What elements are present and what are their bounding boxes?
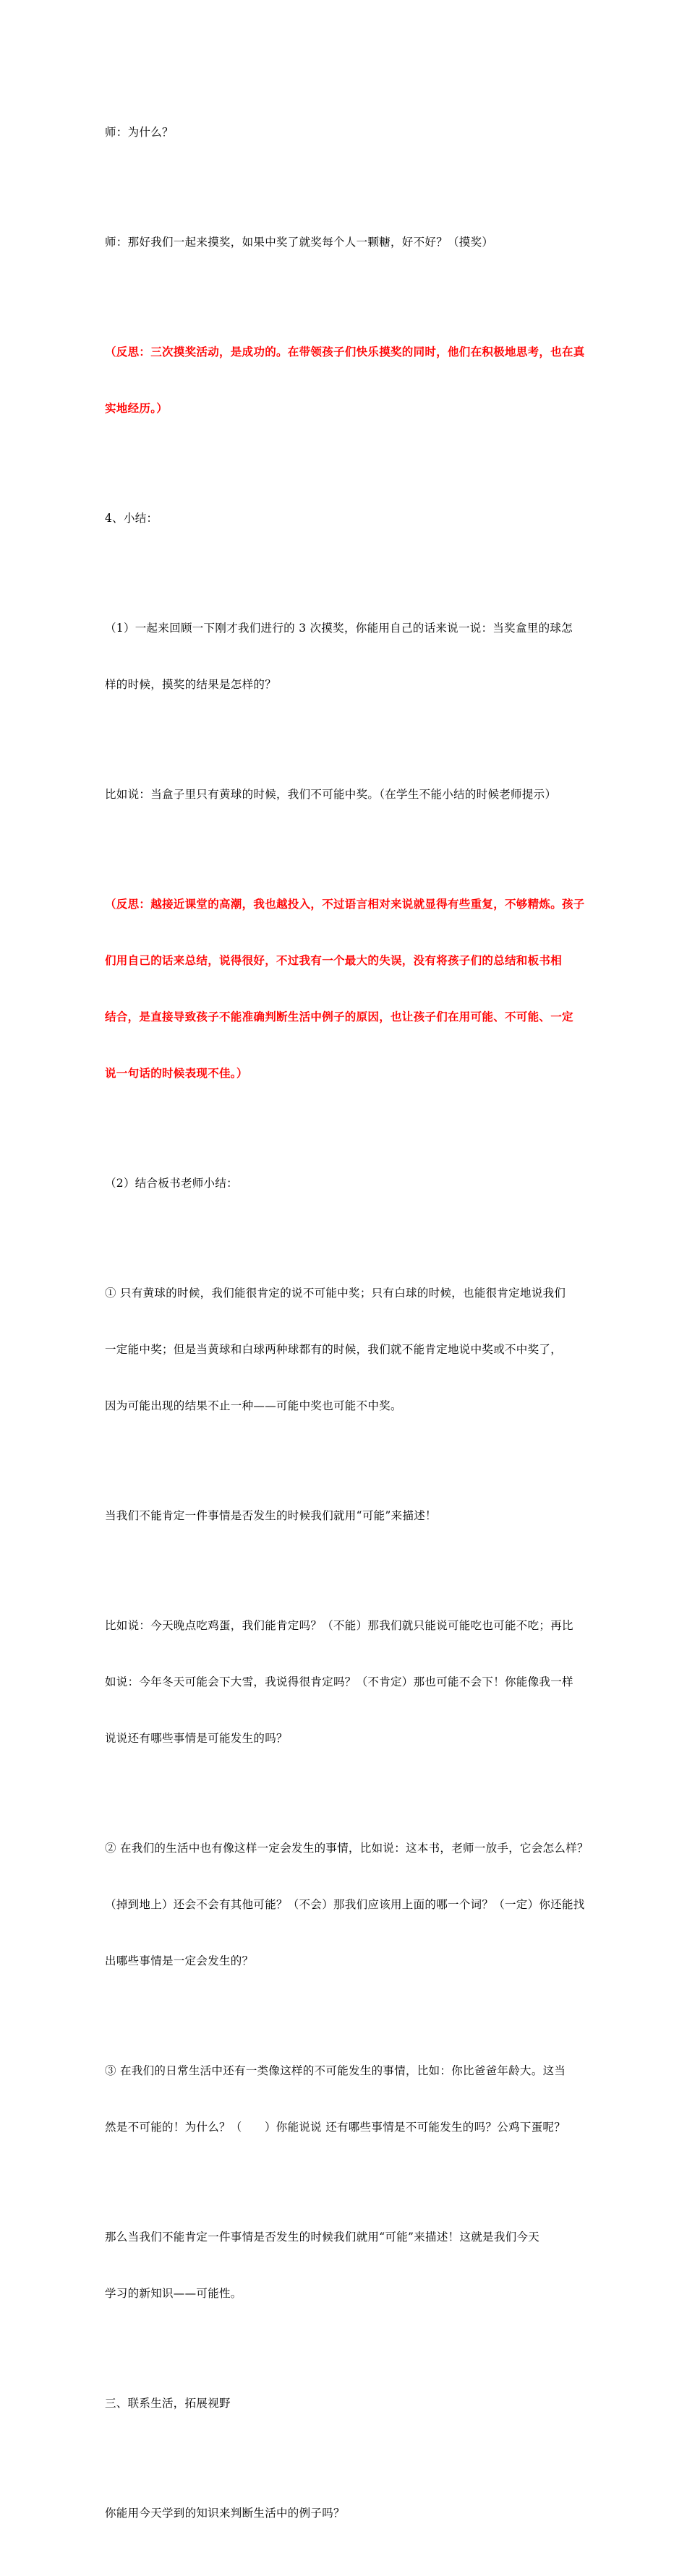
text-line: 学习的新知识——可能性。	[105, 2287, 242, 2300]
paragraph	[105, 85, 597, 179]
section-heading	[105, 2356, 597, 2450]
paragraph	[105, 2466, 597, 2560]
text-line: 实地经历。）	[105, 401, 168, 415]
paragraph	[105, 1136, 597, 1230]
text-line: （1）一起来回顾一下刚才我们进行的 3 次摸奖，你能用自己的话来说一说：当奖盒里的球怎	[105, 622, 573, 635]
document-page	[105, 85, 597, 2576]
text-line: 三、联系生活，拓展视野	[105, 2397, 231, 2410]
text-line: 你能用今天学到的知识来判断生活中的例子吗？	[105, 2507, 345, 2520]
paragraph	[105, 2024, 597, 2174]
text-line: 4、小结：	[105, 512, 158, 525]
paragraph	[105, 195, 597, 289]
text-line: 比如说：当盒子里只有黄球的时候，我们不可能中奖。（在学生不能小结的时候老师提示）	[105, 788, 557, 801]
paragraph	[105, 747, 597, 841]
text-line: 当我们不能肯定一件事情是否发生的时候我们就用“可能”来描述！	[105, 1509, 437, 1522]
reflection-note	[105, 305, 597, 455]
text-line: 们用自己的话来总结，说得很好，不过我有一个最大的失误，没有将孩子们的总结和板书相	[105, 953, 563, 967]
text-line: 师：为什么？	[105, 126, 174, 139]
text-line: （反思：越接近课堂的高潮，我也越投入，不过语言相对来说就显得有些重复，不够精炼。孩子	[105, 897, 585, 911]
section-subheading	[105, 471, 597, 565]
text-line: 比如说：今天晚点吃鸡蛋，我们能肯定吗？（不能）那我们就只能说可能吃也可能不吃；再比	[105, 1619, 573, 1632]
text-line: 师：那好我们一起来摸奖，如果中奖了就奖每个人一颗糖，好不好？（摸奖）	[105, 236, 494, 249]
paragraph	[105, 1801, 597, 2008]
text-line: 那么当我们不能肯定一件事情是否发生的时候我们就用“可能”来描述！这就是我们今天	[105, 2231, 540, 2244]
text-line: 一定能中奖；但是当黄球和白球两种球都有的时候，我们就不能肯定地说中奖或不中奖了，	[105, 1343, 563, 1356]
paragraph	[105, 1579, 597, 1785]
text-line: 样的时候，摸奖的结果是怎样的？	[105, 678, 277, 691]
text-line: （2）结合板书老师小结：	[105, 1177, 238, 1190]
text-line: 结合，是直接导致孩子不能准确判断生活中例子的原因，也让孩子们在用可能、不可能、一定	[105, 1010, 573, 1023]
text-line: 出哪些事情是一定会发生的？	[105, 1954, 254, 1967]
text-line: （掉到地上）还会不会有其他可能？（不会）那我们应该用上面的哪一个词？（一定）你还能找	[105, 1898, 585, 1911]
reflection-note	[105, 857, 597, 1120]
text-line: ① 只有黄球的时候，我们能很肯定的说不可能中奖；只有白球的时候，也能很肯定地说我们	[105, 1287, 566, 1300]
paragraph	[105, 1246, 597, 1453]
text-line: 因为可能出现的结果不止一种——可能中奖也可能不中奖。	[105, 1399, 402, 1412]
text-line: ② 在我们的生活中也有像这样一定会发生的事情，比如说：这本书，老师一放手，它会怎么样？	[105, 1842, 589, 1855]
paragraph	[105, 581, 597, 731]
text-line: 如说：今年冬天可能会下大雪，我说得很肯定吗？（不肯定）那也可能不会下！你能像我一样	[105, 1675, 573, 1688]
text-line: 说说还有哪些事情是可能发生的吗？	[105, 1732, 288, 1745]
text-line: ③ 在我们的日常生活中还有一类像这样的不可能发生的事情，比如：你比爸爸年龄大。这当	[105, 2064, 566, 2077]
text-line: 然是不可能的！为什么？（ ）你能说说 还有哪些事情是不可能发生的吗？公鸡下蛋呢？	[105, 2121, 566, 2134]
paragraph	[105, 1469, 597, 1563]
text-line: 说一句话的时候表现不佳。）	[105, 1066, 248, 1080]
text-line: （反思：三次摸奖活动，是成功的。在带领孩子们快乐摸奖的同时，他们在积极地思考，也在真	[105, 345, 585, 359]
paragraph	[105, 2190, 597, 2340]
